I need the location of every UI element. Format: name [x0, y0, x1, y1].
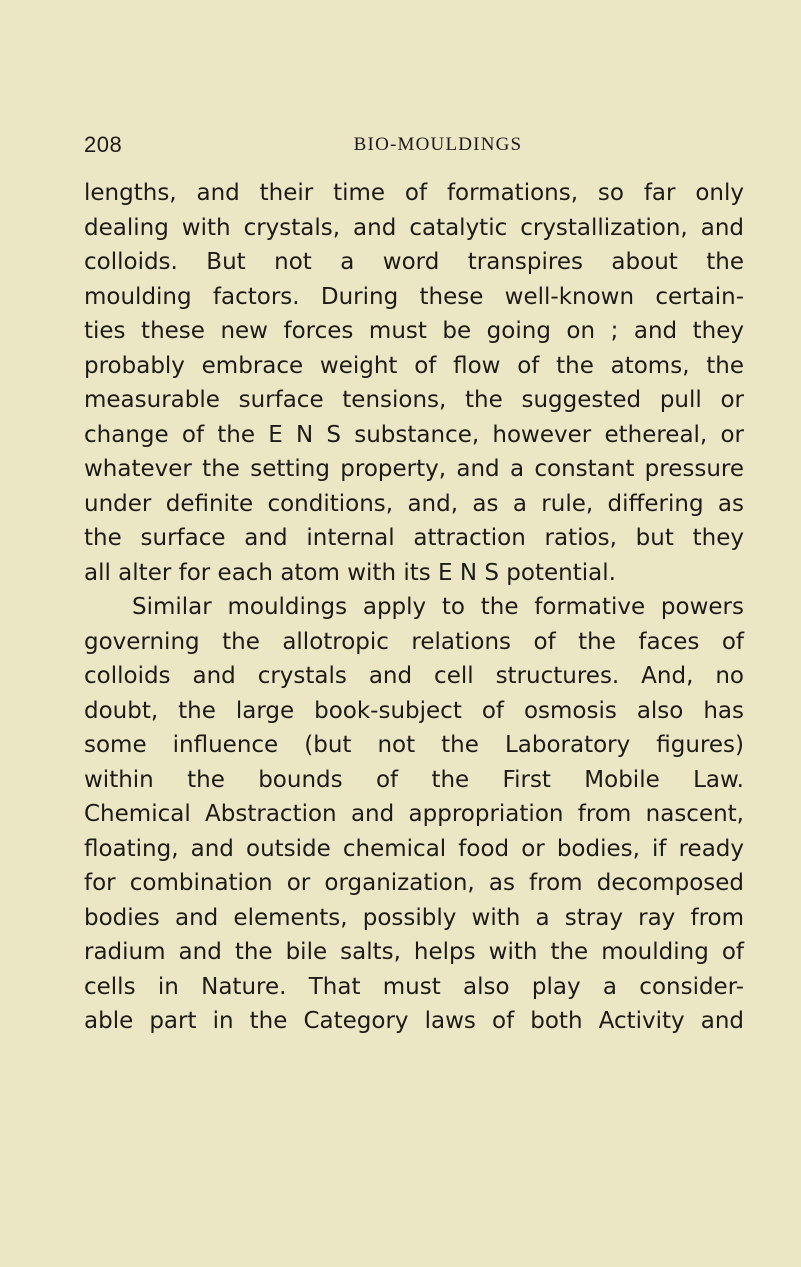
running-head: BIO-MOULDINGS [353, 134, 523, 155]
text-line: under definite conditions, and, as a rule, differing as [84, 490, 744, 517]
text-line: dealing with crystals, and catalytic crystallization, and [84, 214, 744, 241]
page-number: 208 [84, 132, 123, 157]
page-header [84, 132, 744, 160]
text-line: some influence (but not the Laboratory figures) [84, 732, 744, 758]
text-line: colloids. But not a word transpires about the [84, 249, 744, 275]
text-line: colloids and crystals and cell structures. And, no [84, 663, 744, 689]
text-line: whatever the setting property, and a constant pressure [84, 456, 744, 482]
text-line: ties these new forces must be going on ; and they [84, 318, 744, 344]
text-line: bodies and elements, possibly with a stray ray from [84, 904, 744, 931]
text-line: measurable surface tensions, the suggested pull or [84, 387, 744, 413]
text-line: Similar mouldings apply to the formative powers [132, 594, 744, 620]
text-line: lengths, and their time of formations, so far only [84, 180, 744, 206]
text-line: able part in the Category laws of both Activity and [84, 1008, 744, 1034]
body-text [84, 176, 744, 1039]
text-line: within the bounds of the First Mobile Law. [84, 766, 744, 793]
text-line: probably embrace weight of flow of the atoms, the [84, 352, 744, 379]
text-line: for combination or organization, as from decomposed [84, 870, 744, 896]
text-line: doubt, the large book-subject of osmosis also has [84, 697, 744, 724]
text-line: the surface and internal attraction ratios, but they [84, 525, 744, 551]
text-line: all alter for each atom with its E N S potential. [84, 559, 616, 586]
text-line: moulding factors. During these well-known certain- [84, 283, 744, 310]
text-line: cells in Nature. That must also play a consider- [84, 973, 744, 1000]
text-line: governing the allotropic relations of the faces of [84, 628, 744, 655]
text-line: radium and the bile salts, helps with the moulding of [84, 939, 744, 965]
text-line: floating, and outside chemical food or bodies, if ready [84, 835, 744, 862]
text-line: change of the E N S substance, however ethereal, or [84, 421, 744, 448]
text-line: Chemical Abstraction and appropriation from nascent, [84, 801, 744, 827]
